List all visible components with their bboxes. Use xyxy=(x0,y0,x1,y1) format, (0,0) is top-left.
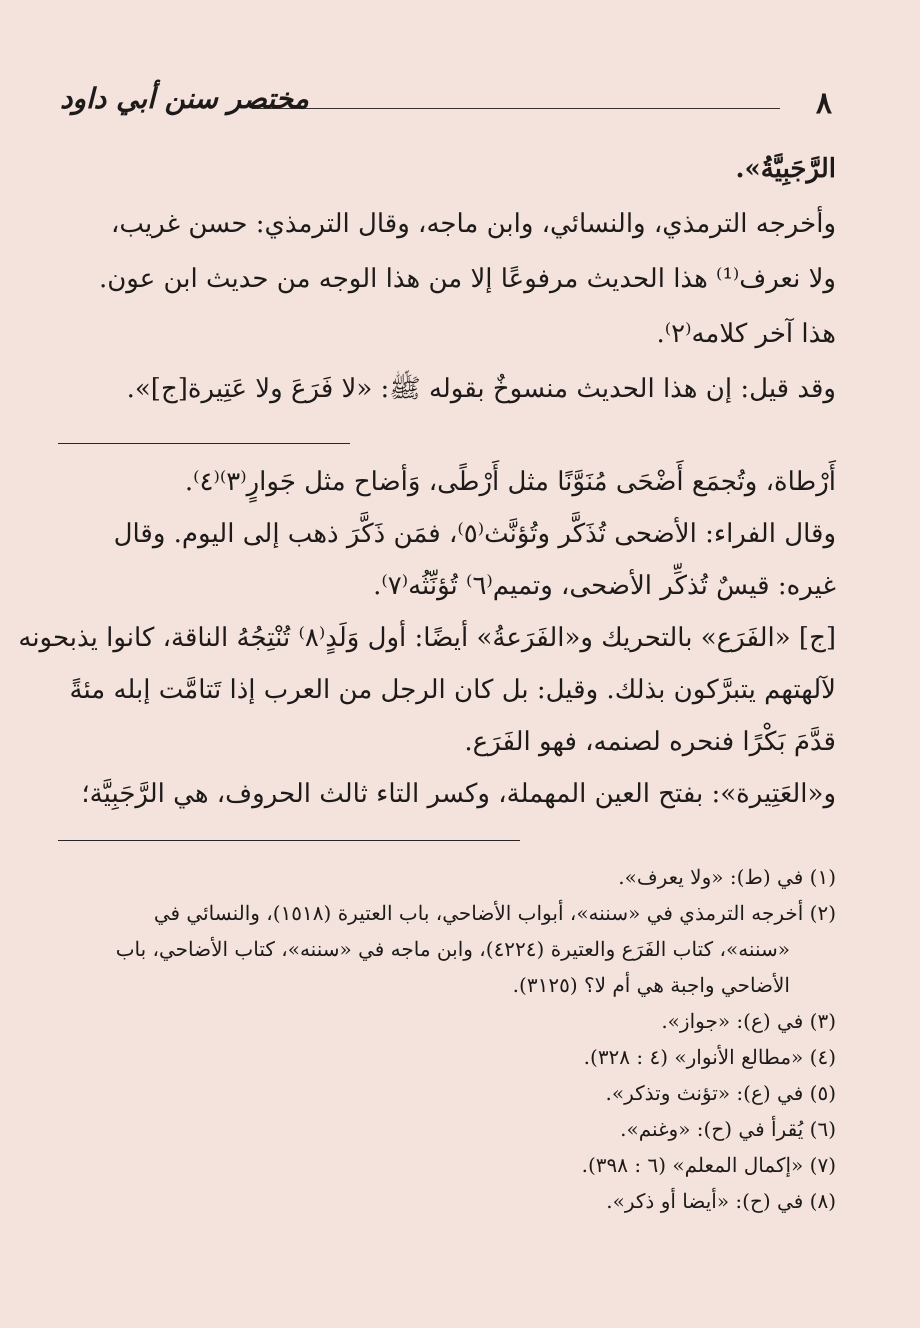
commentary-line: لآلهتهم يتبرَّكون بذلك. وقيل: بل كان الرجل من العرب إذا تَتامَّت إبله مئةً xyxy=(69,675,836,705)
page-number: ٨ xyxy=(815,86,832,121)
footnote-8: (٨) في (ح): «أيضا أو ذكر». xyxy=(606,1189,836,1213)
main-line: وأخرجه الترمذي، والنسائي، وابن ماجه، وقال الترمذي: حسن غريب، xyxy=(111,209,836,239)
header-rule xyxy=(252,108,780,109)
footnote-5: (٥) في (ع): «تؤنث وتذكر». xyxy=(605,1081,836,1105)
commentary-line: قدَّمَ بَكْرًا فنحره لصنمه، فهو الفَرَع. xyxy=(464,727,836,757)
commentary-line: غيره: قيسٌ تُذكِّر الأضحى، وتميم⁽٦⁾ تُؤنِّثُه⁽٧⁾. xyxy=(373,571,836,601)
main-line: الرَّجَبِيَّةُ». xyxy=(735,154,836,184)
footnote-2-cont: «سننه»، كتاب الفَرَع والعتيرة (٤٢٢٤)، وابن ماجه في «سننه»، كتاب الأضاحي، باب xyxy=(115,937,790,961)
footnote-6: (٦) يُقرأ في (ح): «وغنم». xyxy=(620,1117,836,1141)
footnote-3: (٣) في (ع): «جواز». xyxy=(661,1009,836,1033)
page-header xyxy=(0,78,920,128)
commentary-separator xyxy=(58,443,350,444)
commentary-line: [ج] «الفَرَع» بالتحريك و«الفَرَعةُ» أيضًا: أول وَلَدٍ⁽٨⁾ تُنْتِجُهُ الناقة، كانوا يذبحونه xyxy=(18,623,836,653)
footnote-2: (٢) أخرجه الترمذي في «سننه»، أبواب الأضاحي، باب العتيرة (١٥١٨)، والنسائي في xyxy=(153,901,836,925)
footnote-4: (٤) «مطالع الأنوار» (٤ : ٣٢٨). xyxy=(583,1045,836,1069)
footnote-7: (٧) «إكمال المعلم» (٦ : ٣٩٨). xyxy=(581,1153,836,1177)
main-line: هذا آخر كلامه⁽٢⁾. xyxy=(656,319,836,349)
main-line: وقد قيل: إن هذا الحديث منسوخٌ بقوله ﷺ: «لا فَرَعَ ولا عَتِيرة[ج]». xyxy=(126,374,836,404)
main-line: ولا نعرف⁽¹⁾ هذا الحديث مرفوعًا إلا من هذا الوجه من حديث ابن عون. xyxy=(98,264,836,294)
commentary-line: و«العَتِيرة»: بفتح العين المهملة، وكسر التاء ثالث الحروف، هي الرَّجَبِيَّة؛ xyxy=(81,779,836,809)
footnote-1: (١) في (ط): «ولا يعرف». xyxy=(618,865,836,889)
commentary-line: أَرْطاة، وتُجمَع أَضْحَى مُنَوَّنًا مثل أَرْطًى، وَأضاح مثل جَوارٍ⁽٣⁾⁽٤⁾. xyxy=(184,467,836,497)
main-text xyxy=(58,142,836,417)
footnote-separator xyxy=(58,840,520,841)
footnote-2-cont: الأضاحي واجبة هي أم لا؟ (٣١٢٥). xyxy=(512,973,790,997)
commentary-text xyxy=(18,456,836,820)
footnotes xyxy=(58,859,836,1219)
commentary-line: وقال الفراء: الأضحى تُذَكَّر وتُؤنَّث⁽٥⁾، فمَن ذَكَّرَ ذهب إلى اليوم. وقال xyxy=(113,519,836,549)
book-title: مختصر سنن أبي داود xyxy=(60,82,309,115)
page-body xyxy=(18,142,836,1219)
